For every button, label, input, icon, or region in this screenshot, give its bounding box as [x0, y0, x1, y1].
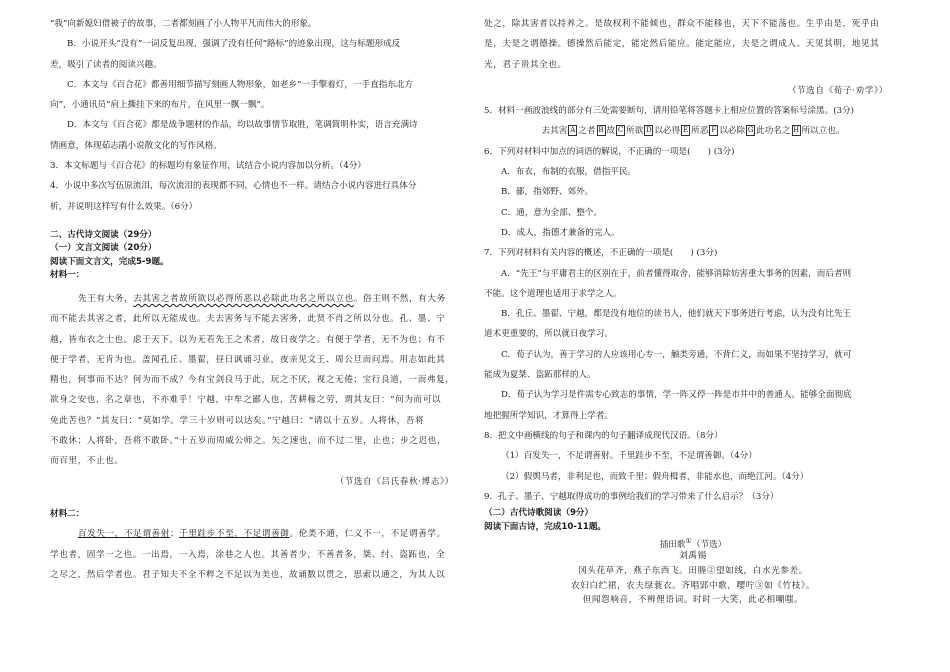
- material-2-label: 材料二：: [50, 508, 85, 519]
- poem-author: 刘禹锡: [679, 550, 707, 561]
- break-mark-a[interactable]: A: [570, 126, 576, 135]
- material-1-source: （节选自《吕氏春秋·博志》）: [335, 476, 454, 487]
- material-2-line2: 学也者，固学一之也。一出焉，一入焉，涂巷之人也。其善者少，不善者多，桀、纣、盗跖也，全: [50, 549, 446, 560]
- question-6-option-c[interactable]: C．通，意为全部、整个。: [501, 207, 603, 218]
- material-2-source: （节选自《荀子·劝学》）: [787, 85, 888, 96]
- underlined-sentence-2: 千里跬步不至，不足谓善御: [179, 529, 290, 540]
- question-8-item-1: （1）百发失一，不足谓善射。千里跬步不至，不足谓善御。（4分）: [501, 451, 757, 462]
- material-2-line5: 是，夫是之谓德操。德操然后能定，能定然后能应。能定能应，夫是之谓成人。天见其明，地见其: [484, 39, 880, 50]
- material-1-line5: 精也，何事而不达？何为而不成？今有宝剑良马于此，玩之不厌，视之无倦；宝行良道，一而弗复，: [50, 375, 455, 386]
- break-mark-d[interactable]: D: [646, 126, 652, 135]
- question-5-segmentation: 去其害 A 之者 B 故 C 所欲 D 以必得 E 所恶 F 以必除 G 此功名之 H 所以立也。: [541, 126, 845, 137]
- subsection-2-heading: （二）古代诗歌阅读（9分）: [484, 508, 594, 519]
- question-4-line1: 4．小说中多次写伍原流泪，每次流泪的表现都不同，心情也不一样。请结合小说内容进行具体分: [50, 181, 417, 192]
- question-9: 9．孔子、墨子、宁越取得成功的事例给我们的学习带来了什么启示？（3分）: [484, 491, 779, 502]
- poem-line-2: 农妇白纻裙，农夫绿蓑衣。齐唱郢中歌，嘤咛③如《竹枝》。: [571, 580, 815, 591]
- q2-option-b-line2: 差，吸引了读者的阅读兴趣。: [50, 59, 162, 70]
- material-1-line7: 免此苦也？”其友曰：“莫如学。学三十岁则可以达矣。”宁越曰：“请以十五岁。人将休，吾将: [50, 415, 425, 426]
- poem-line-3: 但闻怨响音，不辨俚语词。时时一大笑，此必相嘲嗤。: [582, 595, 804, 606]
- right-column: [484, 14, 902, 608]
- question-7-option-d-line1[interactable]: D．荀子认为学习是件需专心致志的事情，学一阵又停一阵是市井中的普通人。能够全面彻底: [501, 390, 852, 401]
- question-5: 5．材料一画波浪线的部分有三处需要断句，请用铅笔将答题卡上相应位置的答案标号涂黑。(3分): [484, 106, 854, 117]
- material-1-line1: 先王有大务，去其害之者故所欲以必得所恶以必除此功名之所以立也。俗主则不然，有大务: [78, 293, 446, 304]
- material-1-line4: 便于学者，无肯为也。盖闻孔丘、墨翟，昼日讽诵习业，夜亲见文王、周公旦而问焉。用志如此其: [50, 354, 446, 365]
- q2-option-c-line2: 向”，小通讯员“肩上撕挂下来的布片，在风里一飘一飘”。: [50, 100, 270, 111]
- question-7-option-a-line1[interactable]: A．“先王”与平庸君主的区别在于，前者懂得取舍，能够消除妨害重大事务的因素，而后者则: [501, 268, 852, 279]
- question-7-option-c-line1[interactable]: C．荀子认为，善于学习的人应该用心专一，触类旁通，不背仁义，而如果不坚持学习，就可: [501, 349, 852, 360]
- section-2-heading: 二、古代诗文阅读（29分）: [50, 229, 157, 240]
- poem-instruction: 阅读下面古诗，完成10-11题。: [484, 521, 607, 532]
- question-3: 3．本文标题与《百合花》的标题均有象征作用，试结合小说内容加以分析。（4分）: [50, 161, 367, 172]
- material-1-label: 材料一：: [50, 270, 85, 281]
- wavy-underlined-passage: 去其害之者故所欲以必得所恶以必除此功名之所以立也: [133, 293, 354, 304]
- question-7-option-c-line2: 能成为夏桀、盗跖那样的人。: [484, 370, 596, 381]
- break-mark-h[interactable]: H: [792, 126, 800, 135]
- question-6-option-a[interactable]: A．布衣，布制的衣服，借指平民。: [501, 167, 637, 178]
- material-1-line8: 不敢休；人将卧，吾将不敢卧。”十五岁而周威公师之。矢之速也，而不过二里，止也；步之迟也，: [50, 436, 447, 447]
- question-7-option-b-line1[interactable]: B．孔丘、墨翟、宁越，都是没有地位的读书人，他们就天下事务进行考虑，认为没有比先王: [501, 309, 852, 320]
- q2-option-c-line1: C．本文与《百合花》都善用细节描写刻画人物形象，如老乡“一手擎着灯，一手直指东北方: [67, 79, 414, 90]
- underlined-sentence-1: 百发失一，不足谓善射: [78, 529, 170, 540]
- break-mark-g[interactable]: G: [747, 126, 754, 135]
- material-1-line6: 欲身之安也，名之章也，不亦难乎！宁越，中牟之鄙人也，苦耕稼之劳，谓其友曰：“何为而可以: [50, 395, 442, 406]
- poem-title: 插田歌①（节选）: [659, 536, 727, 549]
- q2-option-a-tail: “我”向新媳妇借被子的故事，二者都刻画了小人物平凡而伟大的形象。: [50, 19, 317, 29]
- q2-option-d-line1: D．本文与《百合花》都是战争题材的作品，均以故事情节取胜，笔调简明朴实，语言充满诗: [67, 120, 418, 131]
- question-6-option-d[interactable]: D．成人，指德才兼备的完人。: [501, 227, 620, 238]
- question-6: 6．下列对材料中加点的词语的解说，不正确的一项是( ) (3分): [484, 146, 735, 157]
- question-4-line2: 析，并说明这样写有什么效果。（6分）: [50, 201, 198, 212]
- material-1-line9: 而百里，不止也。: [50, 456, 124, 467]
- question-8-item-2: （2）假舆马者，非利足也，而致千里；假舟楫者，非能水也，而绝江河。（4分）: [501, 471, 809, 482]
- break-mark-c[interactable]: C: [617, 126, 624, 135]
- material-2-line1: 百发失一，不足谓善射；千里跬步不至，不足谓善御。伦类不通，仁义不一，不足谓善学。: [78, 529, 446, 540]
- question-8: 8．把文中画横线的句子和课内的句子翻译成现代汉语。（8分）: [484, 430, 723, 441]
- left-column: [50, 14, 468, 585]
- q2-option-d-line2: 情画意，体现茹志鹃小说散文化的写作风格。: [50, 140, 222, 151]
- poem-line-1: 冈头花草齐，燕子东西飞。田塍②望如线，白水光参差。: [578, 565, 808, 576]
- question-7-option-b-line2: 道术更重要的，所以就日夜学习。: [484, 329, 613, 340]
- material-2-line6: 光，君子贵其全也。: [484, 59, 567, 70]
- reading-instruction: 阅读下面文言文，完成5-9题。: [50, 256, 169, 267]
- question-7-option-d-line2: 地把握所学知识，才算得上学者。: [484, 410, 613, 421]
- break-mark-f[interactable]: F: [709, 125, 718, 136]
- material-2-line4: 处之，除其害者以持养之。是故权利不能倾也，群众不能移也，天下不能荡也。生乎由是，死乎由: [484, 19, 880, 29]
- question-7: 7．下列对材料有关内容的概述，不正确的一项是( ) (3分): [484, 248, 718, 259]
- question-6-option-b[interactable]: B．鄙，指郊野、郊外。: [501, 187, 594, 198]
- material-1-line2: 而不能去其害之者，此所以无能成也。夫去害务与不能去害务，此贤不肖之所以分也。孔、墨、宁: [50, 314, 446, 325]
- question-7-option-a-line2: 不能。这个道理也适用于求学之人。: [484, 288, 622, 299]
- material-1-line3: 越，皆布衣之士也。虑于天下，以为无若先王之术者，故日夜学之。有便于学者，无不为也；有不: [50, 334, 446, 345]
- footnote-marker: ①: [685, 536, 692, 546]
- q2-option-b-line1: B．小说开头“没有”一词反复出现，强调了没有任何“路标”的迹象出现，这与标题形成反: [67, 39, 401, 50]
- subsection-1-heading: （一）文言文阅读（20分）: [50, 243, 157, 254]
- break-mark-e[interactable]: E: [683, 126, 689, 135]
- material-2-line3: 之尽之，然后学者也。君子知夫不全不粹之不足以为美也，故诵数以贯之，思索以通之，为其人以: [50, 569, 446, 580]
- break-mark-b[interactable]: B: [598, 126, 604, 135]
